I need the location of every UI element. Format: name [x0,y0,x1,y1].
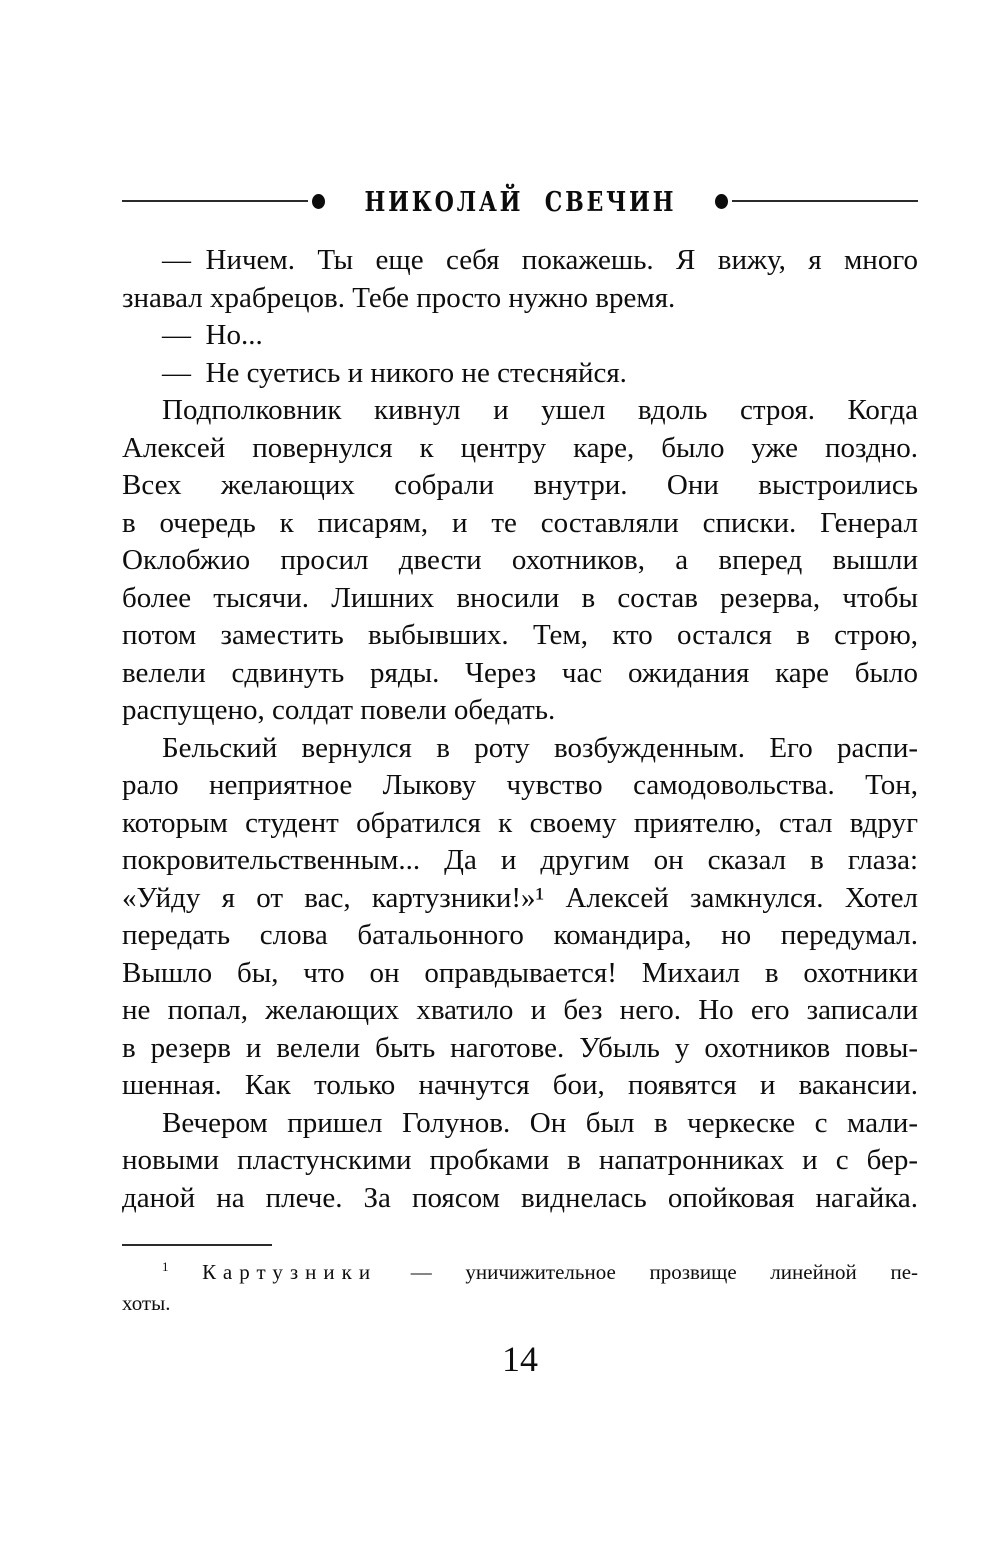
text-line: Всех желающих собрали внутри. Они выстроились [122,469,918,501]
text-line: — Ничем. Ты еще себя покажешь. Я вижу, я много [162,244,918,276]
text-line: в резерв и велели быть наготове. Убыль у охотников повы- [122,1031,918,1064]
ornament-dot-icon [312,194,325,209]
text-line: — Не суетись и никого не стесняйся. [162,356,627,389]
text-line: Вышло бы, что он оправдывается! Михаил в охотники [122,956,918,989]
footnote-term: Картузники [202,1260,378,1284]
text-line: в очередь к писарям, и те составляли списки. Генерал [122,506,918,539]
header-rule-left [122,200,308,202]
text-line: Алексей повернулся к центру каре, было уже поздно. [122,431,918,464]
text-line: рало неприятное Лыкову чувство самодовольства. Тон, [122,769,918,801]
page-body [122,242,918,1217]
text-line: Бельский вернулся в роту возбужденным. Его распи- [162,731,918,764]
author-name: НИКОЛАЙ СВЕЧИН [364,184,676,218]
footnote-line [122,1257,918,1288]
text-line: передать слова батальонного командира, но передумал. [122,919,918,951]
text-line: не попал, желающих хватило и без него. Но его записали [122,994,918,1026]
text-line: Подполковник кивнул и ушел вдоль строя. Когда [162,394,918,426]
text-line: покровительственным... Да и другим он сказал в глаза: [122,844,918,876]
text-line: даной на плече. За поясом виднелась опойковая нагайка. [122,1181,918,1214]
ornament-dot-icon [715,194,728,209]
text-line: потом заместить выбывших. Тем, кто остался в строю, [122,619,918,651]
footnote-separator [122,1244,272,1246]
footnote [122,1257,918,1319]
header-rule-right [732,200,918,202]
text-line: велели сдвинуть ряды. Через час ожидания каре было [122,656,918,689]
text-line: Вечером пришел Голунов. Он был в черкеске с мали- [162,1106,918,1139]
text-line: новыми пластунскими пробками в напатронниках и с бер- [122,1144,918,1176]
text-line: более тысячи. Лишних вносили в состав резерва, чтобы [122,581,918,614]
running-header [122,184,918,218]
page-number: 14 [502,1339,538,1379]
text-line: которым студент обратился к своему приятелю, стал вдруг [122,806,918,839]
footnote-text: — уничижительное прозвище линейной пе- [410,1260,919,1284]
text-line: распущено, солдат повели обедать. [122,694,556,726]
footnote-line: хоты. [122,1291,171,1315]
text-line: знавал храбрецов. Тебе просто нужно время. [122,281,676,314]
text-line: шенная. Как только начнутся бои, появятся и вакансии. [122,1069,918,1101]
text-line: Оклобжио просил двести охотников, а вперед вышли [122,544,918,576]
footnote-marker: 1 [162,1259,169,1274]
text-line: — Но... [162,319,263,351]
text-line: «Уйду я от вас, картузники!»¹ Алексей замкнулся. Хотел [122,881,918,914]
